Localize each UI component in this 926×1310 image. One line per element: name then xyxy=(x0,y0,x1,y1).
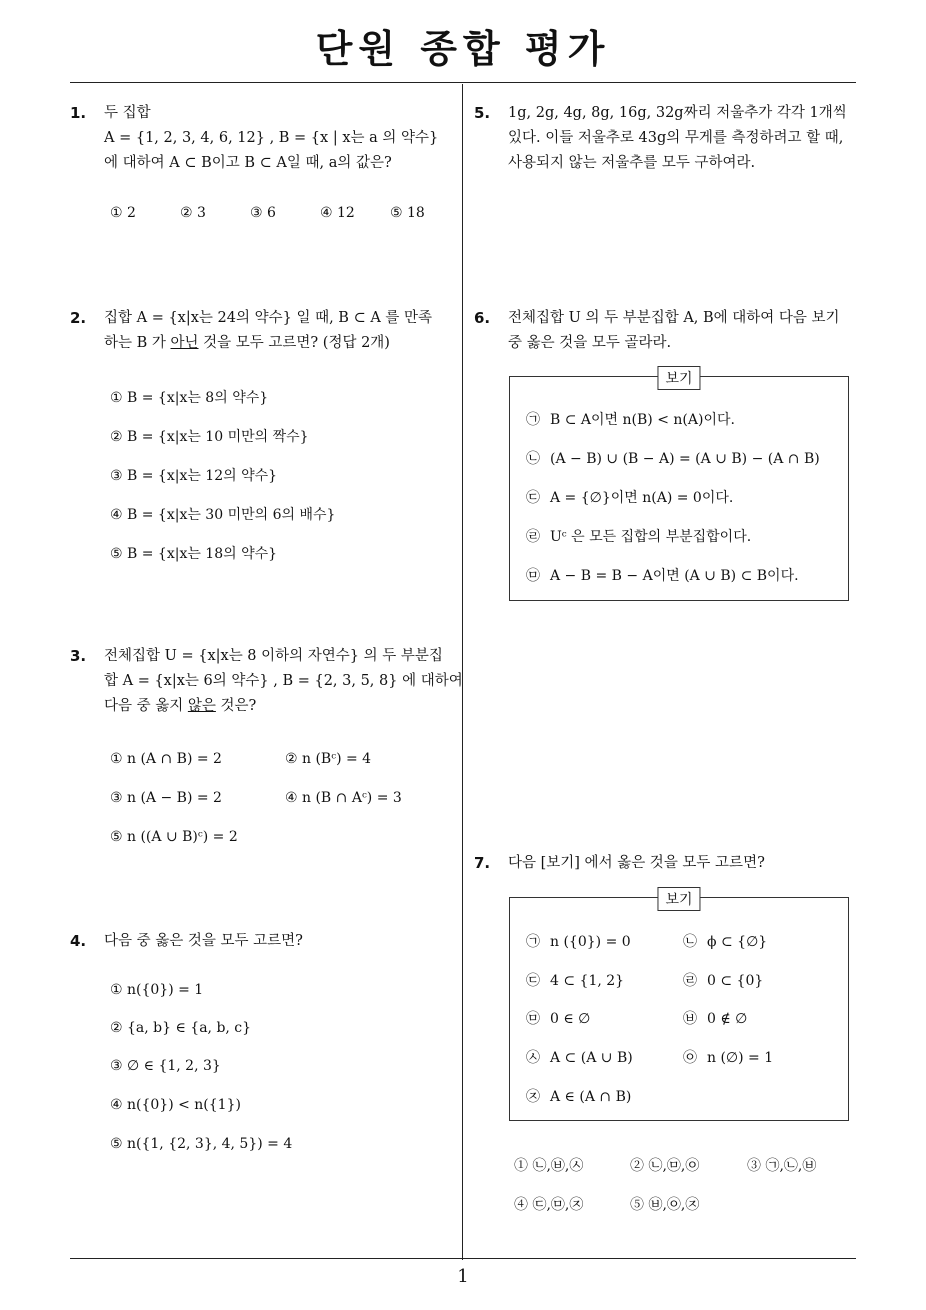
stem-line: 전체집합 U = {x|x는 8 이하의 자연수} 의 두 부분집 xyxy=(104,648,443,664)
stem-line: 에 대하여 A ⊂ B이고 B ⊂ A일 때, a의 값은? xyxy=(104,155,392,171)
question-number: 2. xyxy=(70,309,87,327)
question-1 xyxy=(70,101,438,176)
choice[interactable]: ④ n (B ∩ Aᶜ) = 3 xyxy=(285,790,402,806)
question-6 xyxy=(474,306,840,356)
bogi-item: ㉣ Uᶜ 은 모든 집합의 부분집합이다. xyxy=(526,529,752,545)
page-number: 1 xyxy=(457,1266,469,1287)
stem-line: 다음 [보기] 에서 옳은 것을 모두 고르면? xyxy=(508,855,765,871)
choice[interactable]: ① B = {x|x는 8의 약수} xyxy=(110,390,269,406)
choice[interactable]: ② {a, b} ∈ {a, b, c} xyxy=(110,1020,252,1036)
choice[interactable]: ① n({0}) = 1 xyxy=(110,982,204,998)
choice[interactable]: ⑤ n ((A ∪ B)ᶜ) = 2 xyxy=(110,829,238,845)
choice[interactable]: ① 2 xyxy=(110,205,136,221)
stem-line: 다음 중 옳지 않은 것은? xyxy=(104,698,257,714)
choice[interactable]: ④ B = {x|x는 30 미만의 6의 배수} xyxy=(110,507,336,523)
bogi-item: ㉤ 0 ∈ ∅ xyxy=(526,1011,591,1027)
choice[interactable]: ③ ㉠,㉡,㉥ xyxy=(747,1158,817,1174)
stem-line: 집합 A = {x|x는 24의 약수} 일 때, B ⊂ A 를 만족 xyxy=(104,310,433,326)
question-2 xyxy=(70,306,432,356)
question-number: 6. xyxy=(474,309,491,327)
bogi-item: ㉥ 0 ∉ ∅ xyxy=(683,1011,748,1027)
stem-line: 두 집합 xyxy=(104,105,151,121)
choice[interactable]: ④ 12 xyxy=(320,205,355,221)
stem-line: 1g, 2g, 4g, 8g, 16g, 32g짜리 저울추가 각각 1개씩 xyxy=(508,105,847,121)
bogi-box xyxy=(509,892,849,1121)
top-rule xyxy=(70,82,856,83)
choice[interactable]: ④ n({0}) < n({1}) xyxy=(110,1097,241,1113)
bogi-item: ㉣ 0 ⊂ {0} xyxy=(683,973,764,989)
choice[interactable]: ② n (Bᶜ) = 4 xyxy=(285,751,372,767)
choice[interactable]: ① ㉡,㉥,㉦ xyxy=(514,1158,584,1174)
question-stem xyxy=(508,101,847,176)
bogi-label: 보기 xyxy=(657,887,700,911)
stem-line: 중 옳은 것을 모두 골라라. xyxy=(508,335,672,351)
stem-line: 합 A = {x|x는 6의 약수} , B = {2, 3, 5, 8} 에 대하여 xyxy=(104,673,463,689)
choice[interactable]: ④ ㉢,㉤,㉨ xyxy=(514,1197,584,1213)
question-number: 1. xyxy=(70,104,87,122)
bogi-item: ㉠ B ⊂ A이면 n(B) < n(A)이다. xyxy=(526,412,735,428)
question-7 xyxy=(474,851,765,876)
stem-line: 다음 중 옳은 것을 모두 고르면? xyxy=(104,933,303,949)
stem-line: 하는 B 가 아닌 것을 모두 고르면? (정답 2개) xyxy=(104,335,390,351)
question-stem xyxy=(508,851,765,876)
underlined-word: 않은 xyxy=(187,698,216,714)
question-number: 3. xyxy=(70,647,87,665)
choice[interactable]: ① n (A ∩ B) = 2 xyxy=(110,751,222,767)
bogi-item: ㉨ A ∈ (A ∩ B) xyxy=(526,1089,632,1105)
question-stem xyxy=(104,644,463,719)
bogi-box xyxy=(509,371,849,601)
question-stem xyxy=(104,101,438,176)
bogi-item: ㉡ ϕ ⊂ {∅} xyxy=(683,934,768,950)
bogi-label: 보기 xyxy=(657,366,700,390)
choice[interactable]: ⑤ B = {x|x는 18의 약수} xyxy=(110,546,278,562)
question-stem xyxy=(104,306,432,356)
question-5 xyxy=(474,101,847,176)
bogi-item: ㉢ 4 ⊂ {1, 2} xyxy=(526,973,625,989)
stem-line: 사용되지 않는 저울추를 모두 구하여라. xyxy=(508,155,756,171)
question-number: 4. xyxy=(70,932,87,950)
underlined-word: 아닌 xyxy=(170,335,199,351)
bogi-item: ㉧ n (∅) = 1 xyxy=(683,1050,774,1066)
stem-line: 있다. 이들 저울추로 43g의 무게를 측정하려고 할 때, xyxy=(508,130,844,146)
question-4 xyxy=(70,929,303,954)
bogi-item: ㉢ A = {∅}이면 n(A) = 0이다. xyxy=(526,490,734,506)
question-number: 5. xyxy=(474,104,491,122)
question-stem xyxy=(508,306,840,356)
page-title: 단원 종합 평가 xyxy=(315,27,611,71)
choice[interactable]: ⑤ 18 xyxy=(390,205,425,221)
choice[interactable]: ③ 6 xyxy=(250,205,276,221)
question-number: 7. xyxy=(474,854,491,872)
choice[interactable]: ③ ∅ ∈ {1, 2, 3} xyxy=(110,1058,221,1074)
bottom-rule xyxy=(70,1258,856,1259)
stem-line: A = {1, 2, 3, 4, 6, 12} , B = {x | x는 a 의 약수} xyxy=(104,130,439,146)
choice[interactable]: ② 3 xyxy=(180,205,206,221)
stem-line: 전체집합 U 의 두 부분집합 A, B에 대하여 다음 보기 xyxy=(508,310,840,326)
q1-choices xyxy=(110,205,425,221)
bogi-item: ㉤ A − B = B − A이면 (A ∪ B) ⊂ B이다. xyxy=(526,568,799,584)
bogi-item: ㉦ A ⊂ (A ∪ B) xyxy=(526,1050,633,1066)
question-3 xyxy=(70,644,463,719)
bogi-item: ㉡ (A − B) ∪ (B − A) = (A ∪ B) − (A ∩ B) xyxy=(526,451,820,467)
choice[interactable]: ③ B = {x|x는 12의 약수} xyxy=(110,468,278,484)
question-stem xyxy=(104,929,303,954)
choice[interactable]: ② B = {x|x는 10 미만의 짝수} xyxy=(110,429,309,445)
bogi-item: ㉠ n ({0}) = 0 xyxy=(526,934,631,950)
choice[interactable]: ② ㉡,㉤,㉧ xyxy=(630,1158,700,1174)
choice[interactable]: ③ n (A − B) = 2 xyxy=(110,790,222,806)
choice[interactable]: ⑤ ㉥,㉧,㉨ xyxy=(630,1197,700,1213)
choice[interactable]: ⑤ n({1, {2, 3}, 4, 5}) = 4 xyxy=(110,1136,293,1152)
